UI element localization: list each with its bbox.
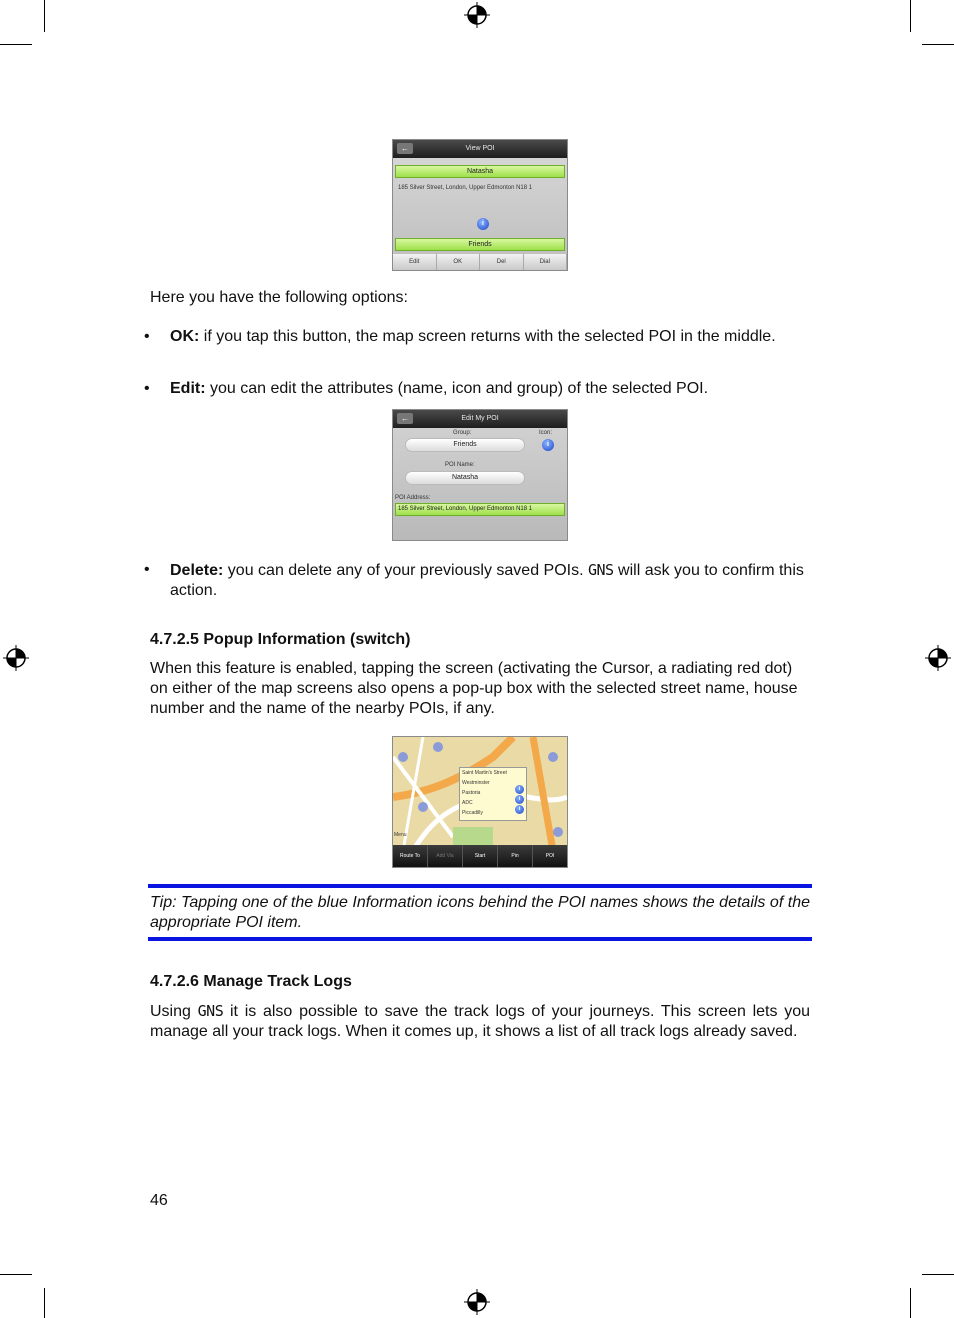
poi-name-field: Natasha <box>395 165 565 178</box>
registration-mark-icon <box>3 645 29 671</box>
screen-title: View POI <box>465 145 495 152</box>
icon-label: Icon: <box>539 430 553 436</box>
poi-address: 185 Silver Street, London, Upper Edmonton N18 1 <box>398 185 533 191</box>
crop-mark <box>44 1288 45 1318</box>
body-text: it is also possible to save the track logs of your journeys. This screen lets you manage all your track logs. When it comes up, it shows a list of all track logs already saved. <box>150 1003 810 1040</box>
bullet-dot: • <box>144 380 150 397</box>
tip-rule-top <box>148 884 812 888</box>
bullet-delete <box>144 560 810 601</box>
screen-toolbar <box>393 254 567 270</box>
info-icon: i <box>515 795 524 804</box>
bullet-edit <box>144 379 810 399</box>
popup-item: ADC <box>462 800 473 806</box>
bullet-dot: • <box>144 561 150 578</box>
bullet-label: Delete: <box>170 562 224 579</box>
crop-mark <box>922 44 954 45</box>
registration-mark-icon <box>464 1289 490 1315</box>
bullet-text: will ask you to confirm this action. <box>170 562 804 599</box>
menu-label: Menu <box>394 832 407 838</box>
bullet-label: Edit: <box>170 380 206 397</box>
map-toolbar <box>393 845 567 867</box>
section-heading: 4.7.2.6 Manage Track Logs <box>150 973 352 990</box>
crop-mark <box>910 0 911 32</box>
section-body <box>150 1001 810 1042</box>
poi-address-label: POI Address: <box>395 495 431 501</box>
info-icon: i <box>515 805 524 814</box>
bullet-ok <box>144 327 810 347</box>
toolbar-route-to: Route To <box>393 845 428 867</box>
toolbar-dial: Dial <box>524 254 568 270</box>
registration-mark-icon <box>464 2 490 28</box>
map-popup-screenshot <box>392 736 568 868</box>
toolbar-ok: OK <box>437 254 481 270</box>
poi-group-field: Friends <box>395 238 565 251</box>
edit-poi-screenshot <box>392 409 568 541</box>
toolbar-poi: POI <box>545 853 555 859</box>
brand-name: GNS <box>588 561 614 579</box>
back-arrow-icon: ← <box>397 413 413 424</box>
page-number: 46 <box>150 1192 168 1209</box>
screen-header <box>393 140 567 158</box>
brand-name: GNS <box>197 1002 224 1020</box>
poi-icon: i <box>477 218 489 230</box>
crop-mark <box>0 1274 32 1275</box>
poi-name-value: Natasha <box>405 471 525 485</box>
section-body: When this feature is enabled, tapping the screen (activating the Cursor, a radiating red dot) on either of the map screens also opens a pop-up box with the selected street name, house number and the name of the nearby POIs, if any. <box>150 660 798 717</box>
toolbar-add-via: Add Via <box>428 845 463 867</box>
toolbar-del: Del <box>480 254 524 270</box>
popup-item: Westminster <box>462 780 490 786</box>
body-text: Using <box>150 1003 198 1020</box>
group-value: Friends <box>405 438 525 452</box>
bullet-text: you can edit the attributes (name, icon and group) of the selected POI. <box>205 380 709 397</box>
back-arrow-icon: ← <box>397 143 413 154</box>
bullet-dot: • <box>144 328 150 345</box>
bullet-text: you can delete any of your previously saved POIs. <box>223 562 588 579</box>
popup-item: Pastoria <box>462 790 481 796</box>
tip-rule-bottom <box>148 937 812 941</box>
registration-mark-icon <box>925 645 951 671</box>
crop-mark <box>0 44 32 45</box>
crop-mark <box>910 1288 911 1318</box>
toolbar-start: Start <box>463 845 498 867</box>
popup-title: Saint Martin's Street <box>462 770 507 776</box>
view-poi-screenshot <box>392 139 568 271</box>
screen-header <box>393 410 567 428</box>
poi-name-label: POI Name: <box>445 462 475 468</box>
group-label: Group: <box>453 430 472 436</box>
intro-text: Here you have the following options: <box>150 289 408 306</box>
bullet-text: if you tap this button, the map screen returns with the selected POI in the middle. <box>199 328 776 345</box>
poi-address-value: 185 Silver Street, London, Upper Edmonton N18 1 <box>395 503 565 516</box>
section-heading: 4.7.2.5 Popup Information (switch) <box>150 631 411 648</box>
info-icon: i <box>515 785 524 794</box>
tip-text: Tip: Tapping one of the blue Information icons behind the POI names shows the details of the appropriate POI item. <box>150 894 810 931</box>
toolbar-edit: Edit <box>393 254 437 270</box>
screen-title: Edit My POI <box>461 415 499 422</box>
poi-icon: i <box>542 439 554 451</box>
toolbar-pin: Pin <box>498 845 533 867</box>
bullet-label: OK: <box>170 328 200 345</box>
crop-mark <box>44 0 45 32</box>
popup-item: Piccadilly <box>462 810 483 816</box>
crop-mark <box>922 1274 954 1275</box>
